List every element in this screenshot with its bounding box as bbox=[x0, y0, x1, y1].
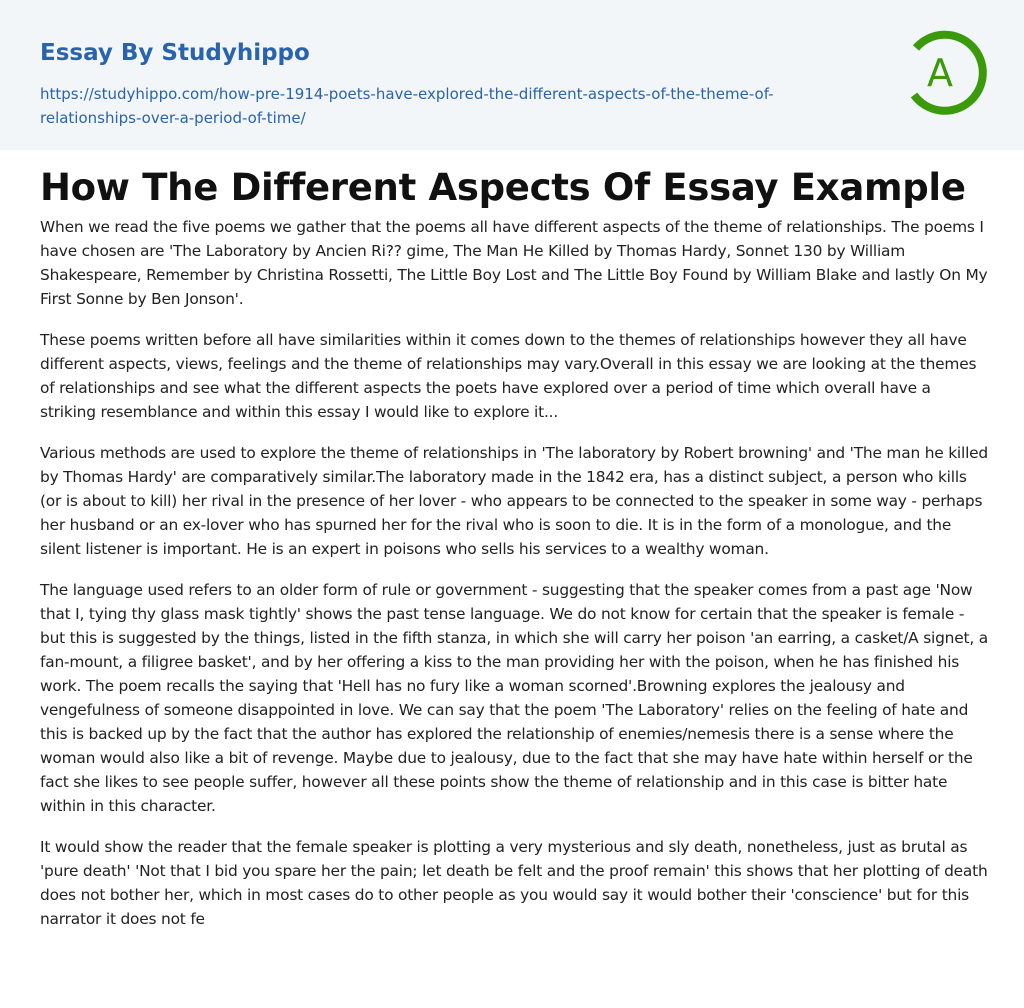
svg-text:A: A bbox=[927, 51, 953, 95]
paragraph: These poems written before all have similarities within it comes down to the themes of relationships however they all have different aspects, views, feelings and the theme of relationships may vary.Overall in this essay we are looking at the themes of relationships and see what the different aspects the poets have explored over a period of time which overall have a striking resemblance and within this essay I would like to explore it... bbox=[40, 331, 977, 421]
source-url-link[interactable]: https://studyhippo.com/how-pre-1914-poets-have-explored-the-different-aspects-of-the-theme-of-relationships-over-a-period-of-time/ bbox=[40, 85, 774, 127]
paragraph: Various methods are used to explore the theme of relationships in 'The laboratory by Robert browning' and 'The man he killed by Thomas Hardy' are comparatively similar.The laboratory made in the 1842 era, has a distinct subject, a person who kills (or is about to kill) her rival in the presence of her lover - who appears to be connected to the speaker in some way - perhaps her husband or an ex-lover who has spurned her for the rival who is soon to die. It is in the form of a monologue, and the silent listener is important. He is an expert in poisons who sells his services to a wealthy woman. bbox=[40, 444, 988, 558]
essay-body bbox=[40, 215, 988, 948]
studyhippo-logo-icon bbox=[900, 28, 988, 116]
paragraph: The language used refers to an older form of rule or government - suggesting that the speaker comes from a past age 'Now that I, tying thy glass mask tightly' shows the past tense language. We do not know for certain that the speaker is female - but this is suggested by the things, listed in the fifth stanza, in which she will carry her poison 'an earring, a casket/A signet, a fan-mount, a filigree basket', and by her offering a kiss to the man providing her with the poison, when he has finished his work. The poem recalls the saying that 'Hell has no fury like a woman scorned'.Browning explores the jealousy and vengefulness of someone disappointed in love. We can say that the poem 'The Laboratory' relies on the feeling of hate and this is backed up by the fact that the author has explored the relationship of enemies/nemesis there is a sense where the woman would also like a bit of revenge. Maybe due to jealousy, due to the fact that she may have hate within herself or the fact she likes to see people suffer, however all these points show the theme of relationship and in this case is bitter hate within in this character. bbox=[40, 581, 988, 815]
page-title: How The Different Aspects Of Essay Example bbox=[40, 166, 966, 209]
paragraph: It would show the reader that the female speaker is plotting a very mysterious and sly death, nonetheless, just as brutal as 'pure death' 'Not that I bid you spare her the pain; let death be felt and the proof remain' this shows that her plotting of death does not bother her, which in most cases do to other people as you would say it would bother their 'conscience' but for this narrator it does not fe bbox=[40, 838, 988, 928]
paragraph: When we read the five poems we gather that the poems all have different aspects of the theme of relationships. The poems I have chosen are 'The Laboratory by Ancien Ri?? gime, The Man He Killed by Thomas Hardy, Sonnet 130 by William Shakespeare, Remember by Christina Rossetti, The Little Boy Lost and The Little Boy Found by William Blake and lastly On My First Sonne by Ben Jonson'. bbox=[40, 218, 988, 308]
site-header bbox=[0, 0, 1024, 150]
brand-title: Essay By Studyhippo bbox=[40, 40, 310, 66]
